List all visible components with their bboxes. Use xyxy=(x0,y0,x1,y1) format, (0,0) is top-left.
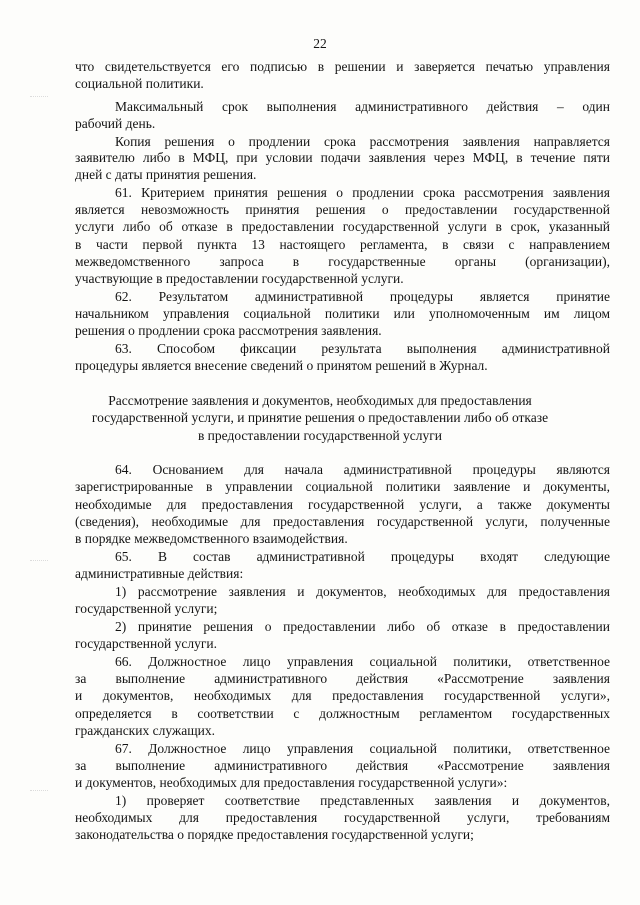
text-line: государственной услуги; xyxy=(75,601,218,616)
text-line: в порядке межведомственного взаимодействия. xyxy=(75,531,348,546)
text-line: 1) проверяет соответствие представленных заявления и документов, xyxy=(115,793,610,808)
text-line: определяется в соответствии с должностным регламентом государственных xyxy=(75,706,610,721)
text-line: зарегистрированные в управлении социальной политики заявление и документы, xyxy=(75,479,610,494)
section-heading-line: государственной услуги, и принятие решения о предоставлении либо об отказе xyxy=(91,410,549,425)
text-line: 62. Результатом административной процедуры является принятие xyxy=(115,289,610,304)
page-number: 22 xyxy=(313,36,327,51)
text-line: (сведения), необходимые для предоставления государственной услуги, полученные xyxy=(75,514,610,529)
text-line: 66. Должностное лицо управления социальной политики, ответственное xyxy=(115,654,610,669)
text-line: рабочий день. xyxy=(75,116,156,131)
text-line: 64. Основанием для начала административной процедуры являются xyxy=(115,462,610,477)
text-line: 61. Критерием принятия решения о продлении срока рассмотрения заявления xyxy=(115,185,610,200)
text-line: необходимых для предоставления государственной услуги, требованиям xyxy=(75,810,610,825)
text-line: Максимальный срок выполнения административного действия – один xyxy=(115,99,610,114)
text-line: административные действия: xyxy=(75,566,244,581)
text-line: заявителю либо в МФЦ, при условии подачи заявления через МФЦ, в течение пяти xyxy=(75,150,610,165)
text-line: и документов, необходимых для предоставления государственной услуги»: xyxy=(75,775,508,790)
text-line: государственной услуги. xyxy=(75,636,217,651)
text-line: услуги либо об отказе в предоставлении государственной услуги в срок, указанный xyxy=(75,219,610,234)
text-line: социальной политики. xyxy=(75,76,204,91)
text-line: 63. Способом фиксации результата выполнения административной xyxy=(115,341,610,356)
scan-mark xyxy=(30,560,48,567)
text-line: за выполнение административного действия «Рассмотрение заявления xyxy=(75,671,610,686)
text-line: необходимые для предоставления государственной услуги, а также документы xyxy=(75,497,610,512)
section-heading-line: в предоставлении государственной услуги xyxy=(197,428,443,443)
text-line: является невозможность принятия решения о предоставлении государственной xyxy=(75,202,610,217)
text-line: законодательства о порядке предоставления государственной услуги; xyxy=(75,827,474,842)
text-line: 1) рассмотрение заявления и документов, необходимых для предоставления xyxy=(115,584,610,599)
text-line: межведомственного запроса в государственные органы (организации), xyxy=(75,254,610,269)
text-line: решения о продлении срока рассмотрения заявления. xyxy=(75,323,382,338)
text-line: участвующие в предоставлении государственной услуги. xyxy=(75,271,404,286)
text-line: процедуры является внесение сведений о принятом решений в Журнал. xyxy=(75,358,488,373)
text-line: что свидетельствуется его подписью в решении и заверяется печатью управления xyxy=(75,59,610,74)
text-line: в части первой пункта 13 настоящего регламента, в связи с направлением xyxy=(75,237,610,252)
text-line: дней с даты принятия решения. xyxy=(75,167,257,182)
text-line: начальником управления социальной политики или уполномоченным им лицом xyxy=(75,306,610,321)
text-line: 2) принятие решения о предоставлении либо об отказе в предоставлении xyxy=(115,619,610,634)
text-line: и документов, необходимых для предоставления государственной услуги», xyxy=(75,688,610,703)
section-heading-line: Рассмотрение заявления и документов, необходимых для предоставления xyxy=(108,393,532,408)
scan-mark xyxy=(30,96,48,103)
text-line: гражданских служащих. xyxy=(75,723,215,738)
text-line: 67. Должностное лицо управления социальной политики, ответственное xyxy=(115,741,610,756)
scan-mark xyxy=(30,790,48,797)
text-line: за выполнение административного действия «Рассмотрение заявления xyxy=(75,758,610,773)
text-line: Копия решения о продлении срока рассмотрения заявления направляется xyxy=(115,134,610,149)
text-line: 65. В состав административной процедуры входят следующие xyxy=(115,549,610,564)
